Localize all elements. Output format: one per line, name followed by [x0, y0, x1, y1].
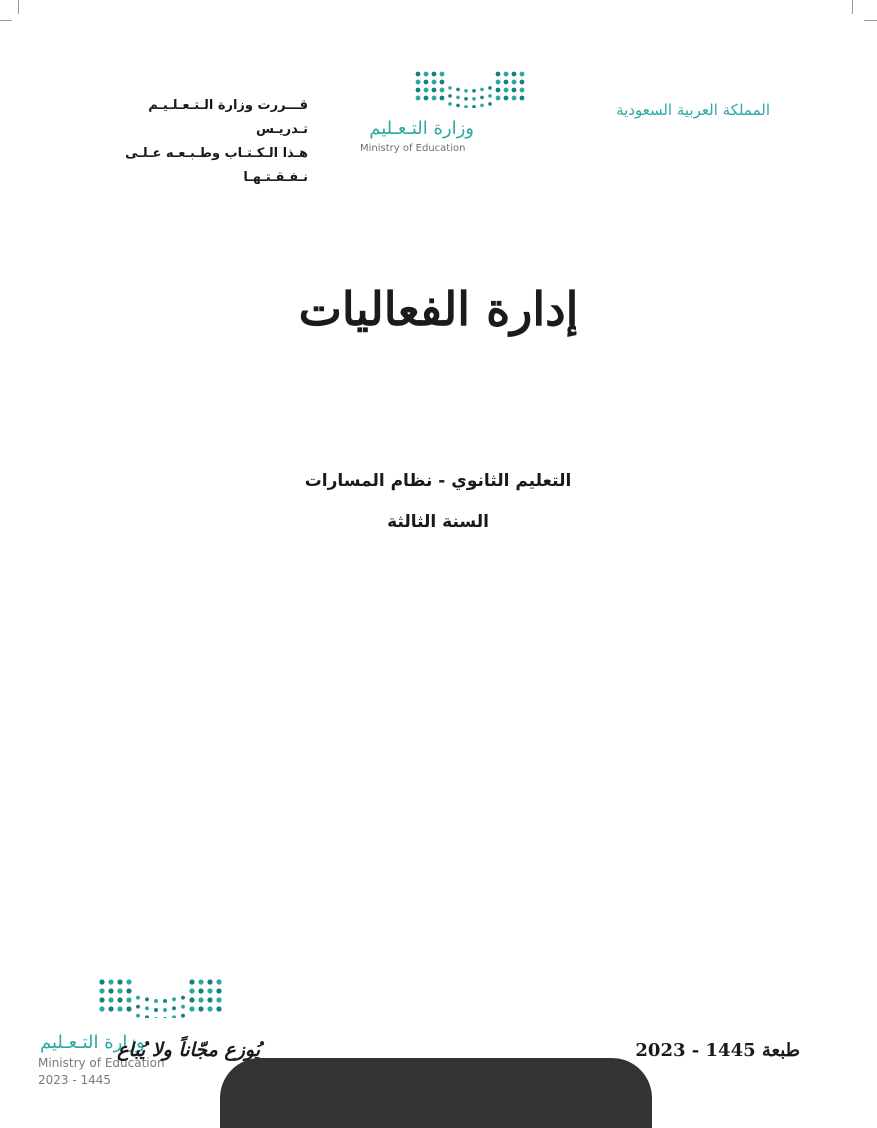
- logo-dot: [520, 96, 525, 101]
- logo-dot: [496, 88, 501, 93]
- logo-dot: [136, 1005, 140, 1009]
- logo-dot: [424, 72, 429, 77]
- logo-dot: [207, 988, 212, 993]
- logo-dot: [216, 979, 221, 984]
- logo-dot: [464, 105, 468, 108]
- book-subtitle: التعليم الثانوي - نظام المسارات: [304, 471, 572, 491]
- logo-dot: [424, 80, 429, 85]
- logo-dot: [136, 1014, 140, 1018]
- logo-dot: [189, 979, 194, 984]
- logo-dot: [198, 988, 203, 993]
- logo-dot: [472, 89, 476, 93]
- logo-dot: [440, 96, 445, 101]
- logo-dot: [207, 979, 212, 984]
- logo-dot: [126, 988, 131, 993]
- logo-dot: [154, 1017, 158, 1018]
- free-distribution-note: يُوزع مجّاناً ولا يُباع: [117, 1039, 260, 1061]
- logo-dot: [163, 999, 167, 1003]
- logo-dot: [480, 104, 484, 108]
- logo-dot: [126, 997, 131, 1002]
- logo-dot: [189, 988, 194, 993]
- logo-dot: [198, 1006, 203, 1011]
- logo-dot: [172, 997, 176, 1001]
- book-year: السنة الثالثة: [387, 512, 489, 532]
- logo-dot: [456, 104, 460, 108]
- logo-dot: [496, 72, 501, 77]
- logo-dot: [181, 1014, 185, 1018]
- logo-dot: [181, 1005, 185, 1009]
- logo-dot: [480, 88, 484, 92]
- crop-mark-right-h: [864, 20, 877, 21]
- logo-dot: [440, 80, 445, 85]
- kingdom-name: المملكة العربية السعودية: [616, 101, 770, 119]
- logo-dot: [189, 997, 194, 1002]
- logo-dot: [216, 997, 221, 1002]
- logo-dot: [488, 102, 492, 106]
- logo-dot: [512, 72, 517, 77]
- logo-dot: [154, 1008, 158, 1012]
- ministry-logo-bottom: [36, 972, 236, 1090]
- logo-dot: [108, 1006, 113, 1011]
- logo-dot: [99, 997, 104, 1002]
- logo-dot: [99, 988, 104, 993]
- logo-dot: [416, 88, 421, 93]
- logo-dot: [440, 88, 445, 93]
- logo-dot: [456, 88, 460, 92]
- logo-dot: [496, 80, 501, 85]
- logo-dot: [416, 72, 421, 77]
- logo-dot: [416, 96, 421, 101]
- logo-dot: [504, 72, 509, 77]
- logo-dot: [504, 80, 509, 85]
- logo-dot: [198, 997, 203, 1002]
- logo-dot: [432, 80, 437, 85]
- bottom-overlay-tab: [220, 1058, 652, 1128]
- ministry-english-name: Ministry of Education: [360, 143, 466, 154]
- logo-dot: [456, 96, 460, 100]
- logo-dot: [108, 988, 113, 993]
- logo-dot: [448, 102, 452, 106]
- logo-dot: [504, 96, 509, 101]
- logo-dot: [512, 96, 517, 101]
- logo-dot: [424, 96, 429, 101]
- crop-mark-right: [852, 0, 853, 14]
- approval-line-1: قـــررت وزارة الـتـعـلـيـم تـدريـس: [148, 98, 308, 137]
- ministry-arabic-name: وزارة التـعـليم: [40, 1032, 145, 1053]
- logo-dot: [464, 97, 468, 101]
- logo-dot: [207, 1006, 212, 1011]
- logo-dot: [181, 996, 185, 1000]
- logo-dot: [520, 72, 525, 77]
- approval-line-2: هـذا الـكـتـاب وطـبـعـه عـلـى نـفـقـتـهـا: [125, 146, 308, 185]
- book-title: إدارة الفعاليات: [298, 282, 579, 336]
- logo-dot: [512, 80, 517, 85]
- logo-dot: [472, 105, 476, 108]
- ministry-logo-top: [352, 68, 532, 160]
- ministry-logo-icon: [36, 972, 236, 1018]
- logo-dot: [496, 96, 501, 101]
- logo-dot: [117, 997, 122, 1002]
- logo-dot: [198, 979, 203, 984]
- logo-dot: [117, 1006, 122, 1011]
- logo-dot: [488, 94, 492, 98]
- logo-dot: [424, 88, 429, 93]
- logo-dot: [207, 997, 212, 1002]
- logo-dot: [172, 1015, 176, 1018]
- ministry-year: 2023 - 1445: [38, 1073, 112, 1087]
- logo-dot: [154, 999, 158, 1003]
- logo-dot: [432, 96, 437, 101]
- ministry-logo-icon: [352, 68, 532, 108]
- logo-dot: [432, 72, 437, 77]
- logo-dot: [145, 1006, 149, 1010]
- logo-dot: [440, 72, 445, 77]
- logo-dot: [480, 96, 484, 100]
- logo-dot: [216, 988, 221, 993]
- logo-dot: [416, 80, 421, 85]
- logo-dot: [520, 80, 525, 85]
- logo-dot: [432, 88, 437, 93]
- approval-statement: [96, 94, 308, 190]
- logo-dot: [136, 996, 140, 1000]
- logo-dot: [108, 979, 113, 984]
- logo-dot: [216, 1006, 221, 1011]
- logo-dot: [117, 988, 122, 993]
- logo-dot: [189, 1006, 194, 1011]
- logo-dot: [448, 86, 452, 90]
- crop-mark-left: [18, 0, 19, 14]
- ministry-arabic-name: وزارة التـعـليم: [369, 118, 474, 139]
- logo-dot: [145, 997, 149, 1001]
- crop-mark-left-h: [0, 20, 12, 21]
- ministry-english-name: Ministry of Education: [38, 1056, 165, 1070]
- logo-dot: [172, 1006, 176, 1010]
- logo-dot: [126, 979, 131, 984]
- logo-dot: [448, 94, 452, 98]
- logo-dot: [512, 88, 517, 93]
- logo-dot: [504, 88, 509, 93]
- logo-dot: [99, 1006, 104, 1011]
- logo-dot: [472, 97, 476, 101]
- logo-dot: [163, 1008, 167, 1012]
- edition-year: طبعة 1445 - 2023: [635, 1040, 800, 1061]
- logo-dot: [117, 979, 122, 984]
- logo-dot: [464, 89, 468, 93]
- logo-dot: [163, 1017, 167, 1018]
- logo-dot: [488, 86, 492, 90]
- logo-dot: [99, 979, 104, 984]
- logo-dot: [520, 88, 525, 93]
- logo-dot: [126, 1006, 131, 1011]
- logo-dot: [145, 1015, 149, 1018]
- logo-dot: [108, 997, 113, 1002]
